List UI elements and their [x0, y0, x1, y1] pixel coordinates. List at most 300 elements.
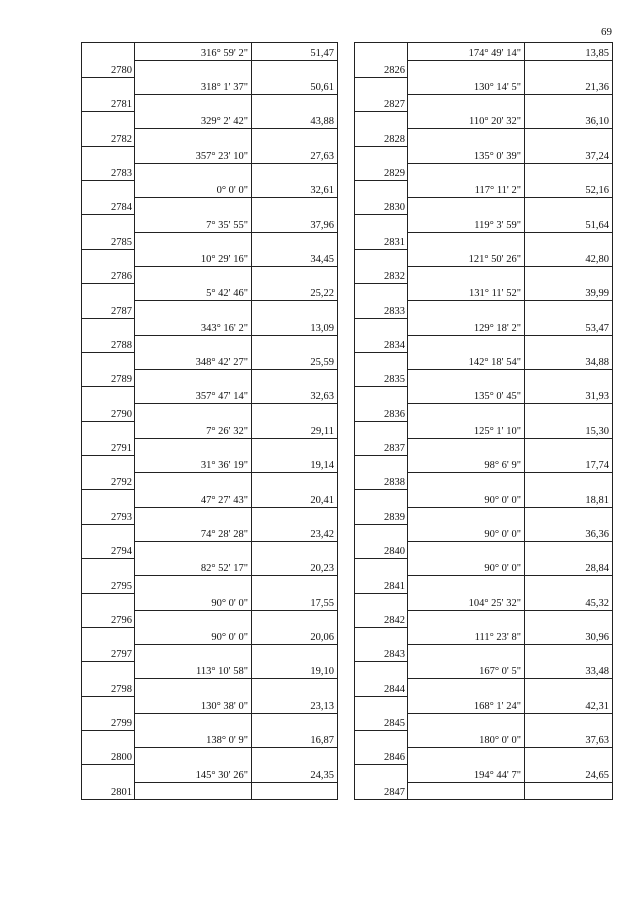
angle-cell: 194° 44' 7" — [408, 765, 525, 782]
point-cell-blank — [82, 456, 135, 473]
distance-cell: 32,61 — [252, 181, 338, 198]
table-row — [82, 696, 338, 713]
point-cell-blank — [355, 593, 408, 610]
blank-cell — [408, 232, 525, 249]
blank-cell — [408, 679, 525, 696]
point-row — [355, 404, 613, 421]
blank-cell — [525, 232, 613, 249]
point-row — [82, 748, 338, 765]
distance-cell: 37,63 — [525, 731, 613, 748]
point-number-cell: 2838 — [355, 473, 408, 490]
table-row — [355, 731, 613, 748]
blank-cell — [135, 713, 252, 730]
blank-cell — [135, 404, 252, 421]
distance-cell: 25,59 — [252, 352, 338, 369]
distance-cell: 18,81 — [525, 490, 613, 507]
table-row — [82, 181, 338, 198]
point-row — [82, 782, 338, 800]
angle-cell: 90° 0' 0" — [408, 490, 525, 507]
point-row — [82, 95, 338, 112]
angle-cell: 174° 49' 14" — [408, 43, 525, 61]
point-cell-blank — [355, 662, 408, 679]
table-row — [355, 524, 613, 541]
distance-cell: 45,32 — [525, 593, 613, 610]
distance-cell: 43,88 — [252, 112, 338, 129]
point-number-cell: 2834 — [355, 335, 408, 352]
blank-cell — [252, 232, 338, 249]
table-row — [355, 421, 613, 438]
blank-cell — [135, 782, 252, 800]
point-cell-blank — [82, 490, 135, 507]
blank-cell — [252, 507, 338, 524]
angle-cell: 129° 18' 2" — [408, 318, 525, 335]
distance-cell: 16,87 — [252, 731, 338, 748]
distance-cell: 24,65 — [525, 765, 613, 782]
distance-cell: 13,09 — [252, 318, 338, 335]
point-cell-blank — [355, 284, 408, 301]
point-number-cell: 2832 — [355, 266, 408, 283]
blank-cell — [135, 370, 252, 387]
point-row — [355, 438, 613, 455]
blank-cell — [252, 335, 338, 352]
blank-cell — [408, 60, 525, 77]
point-row — [355, 60, 613, 77]
table-row — [355, 146, 613, 163]
point-row — [82, 541, 338, 558]
blank-cell — [252, 198, 338, 215]
point-number-cell: 2845 — [355, 713, 408, 730]
point-number-cell: 2789 — [82, 370, 135, 387]
distance-cell: 20,41 — [252, 490, 338, 507]
table-row — [82, 662, 338, 679]
point-cell-blank — [355, 627, 408, 644]
blank-cell — [408, 266, 525, 283]
point-row — [82, 266, 338, 283]
blank-cell — [252, 645, 338, 662]
point-row — [82, 198, 338, 215]
distance-cell: 53,47 — [525, 318, 613, 335]
point-row — [82, 60, 338, 77]
distance-cell: 23,13 — [252, 696, 338, 713]
blank-cell — [525, 198, 613, 215]
point-number-cell: 2797 — [82, 645, 135, 662]
point-number-cell: 2837 — [355, 438, 408, 455]
blank-cell — [408, 198, 525, 215]
table-row — [355, 456, 613, 473]
blank-cell — [408, 610, 525, 627]
angle-cell: 167° 0' 5" — [408, 662, 525, 679]
distance-cell: 32,63 — [252, 387, 338, 404]
blank-cell — [525, 266, 613, 283]
table-row — [82, 352, 338, 369]
point-number-cell: 2785 — [82, 232, 135, 249]
blank-cell — [252, 473, 338, 490]
distance-cell: 51,47 — [252, 43, 338, 61]
table-row — [355, 627, 613, 644]
point-row — [82, 438, 338, 455]
angle-cell: 316° 59' 2" — [135, 43, 252, 61]
distance-cell: 50,61 — [252, 77, 338, 94]
point-row — [355, 95, 613, 112]
survey-table-right — [354, 42, 613, 800]
point-cell-blank — [82, 421, 135, 438]
blank-cell — [252, 301, 338, 318]
blank-cell — [252, 129, 338, 146]
blank-cell — [252, 266, 338, 283]
blank-cell — [252, 679, 338, 696]
distance-cell: 28,84 — [525, 559, 613, 576]
point-row — [82, 645, 338, 662]
blank-cell — [135, 748, 252, 765]
distance-cell: 42,31 — [525, 696, 613, 713]
distance-cell: 42,80 — [525, 249, 613, 266]
blank-cell — [525, 541, 613, 558]
angle-cell: 5° 42' 46" — [135, 284, 252, 301]
angle-cell: 357° 23' 10" — [135, 146, 252, 163]
table-row — [355, 77, 613, 94]
point-number-cell: 2847 — [355, 782, 408, 800]
point-row — [82, 370, 338, 387]
blank-cell — [135, 541, 252, 558]
blank-cell — [252, 370, 338, 387]
table-row — [82, 731, 338, 748]
point-row — [355, 541, 613, 558]
angle-cell: 130° 14' 5" — [408, 77, 525, 94]
point-number-cell: 2787 — [82, 301, 135, 318]
blank-cell — [252, 60, 338, 77]
point-row — [355, 301, 613, 318]
table-row — [82, 43, 338, 61]
distance-cell: 19,14 — [252, 456, 338, 473]
blank-cell — [135, 266, 252, 283]
distance-cell: 36,36 — [525, 524, 613, 541]
angle-cell: 10° 29' 16" — [135, 249, 252, 266]
angle-cell: 90° 0' 0" — [408, 524, 525, 541]
point-row — [355, 163, 613, 180]
table-row — [355, 112, 613, 129]
angle-cell: 142° 18' 54" — [408, 352, 525, 369]
point-row — [355, 198, 613, 215]
angle-cell: 0° 0' 0" — [135, 181, 252, 198]
distance-cell: 17,74 — [525, 456, 613, 473]
distance-cell: 39,99 — [525, 284, 613, 301]
point-row — [355, 370, 613, 387]
point-row — [355, 473, 613, 490]
point-cell-blank — [355, 421, 408, 438]
blank-cell — [135, 679, 252, 696]
table-row — [82, 627, 338, 644]
angle-cell: 348° 42' 27" — [135, 352, 252, 369]
point-number-cell: 2792 — [82, 473, 135, 490]
point-number-cell: 2801 — [82, 782, 135, 800]
distance-cell: 25,22 — [252, 284, 338, 301]
blank-cell — [135, 129, 252, 146]
distance-cell: 29,11 — [252, 421, 338, 438]
angle-cell: 111° 23' 8" — [408, 627, 525, 644]
distance-cell: 37,24 — [525, 146, 613, 163]
point-cell-blank — [82, 77, 135, 94]
point-row — [82, 404, 338, 421]
point-row — [82, 163, 338, 180]
blank-cell — [252, 404, 338, 421]
angle-cell: 7° 26' 32" — [135, 421, 252, 438]
blank-cell — [525, 473, 613, 490]
blank-cell — [408, 645, 525, 662]
point-number-cell: 2843 — [355, 645, 408, 662]
distance-cell: 27,63 — [252, 146, 338, 163]
table-row — [82, 765, 338, 782]
point-number-cell: 2844 — [355, 679, 408, 696]
point-cell-blank — [355, 352, 408, 369]
angle-cell: 74° 28' 28" — [135, 524, 252, 541]
distance-cell: 36,10 — [525, 112, 613, 129]
point-row — [82, 610, 338, 627]
blank-cell — [408, 782, 525, 800]
blank-cell — [408, 507, 525, 524]
distance-cell: 20,23 — [252, 559, 338, 576]
point-number-cell: 2840 — [355, 541, 408, 558]
point-number-cell: 2830 — [355, 198, 408, 215]
point-row — [355, 232, 613, 249]
point-cell-blank — [82, 593, 135, 610]
angle-cell: 104° 25' 32" — [408, 593, 525, 610]
table-row — [355, 43, 613, 61]
point-row — [355, 645, 613, 662]
angle-cell: 168° 1' 24" — [408, 696, 525, 713]
point-number-cell: 2839 — [355, 507, 408, 524]
point-cell-blank — [355, 731, 408, 748]
point-cell-blank — [355, 765, 408, 782]
angle-cell: 135° 0' 45" — [408, 387, 525, 404]
point-cell-blank — [82, 146, 135, 163]
point-row — [355, 576, 613, 593]
point-cell-blank — [355, 456, 408, 473]
point-number-cell: 2796 — [82, 610, 135, 627]
blank-cell — [408, 473, 525, 490]
angle-cell: 329° 2' 42" — [135, 112, 252, 129]
point-cell-blank — [355, 112, 408, 129]
blank-cell — [408, 576, 525, 593]
angle-cell: 47° 27' 43" — [135, 490, 252, 507]
table-row — [82, 215, 338, 232]
point-row — [355, 335, 613, 352]
angle-cell: 117° 11' 2" — [408, 181, 525, 198]
distance-cell: 24,35 — [252, 765, 338, 782]
point-row — [82, 679, 338, 696]
survey-table-left — [81, 42, 338, 800]
blank-cell — [525, 679, 613, 696]
blank-cell — [252, 438, 338, 455]
point-row — [355, 507, 613, 524]
point-number-cell: 2791 — [82, 438, 135, 455]
angle-cell: 138° 0' 9" — [135, 731, 252, 748]
table-row — [82, 559, 338, 576]
point-cell-blank — [82, 215, 135, 232]
point-number-cell: 2782 — [82, 129, 135, 146]
angle-cell: 110° 20' 32" — [408, 112, 525, 129]
point-cell-blank — [355, 318, 408, 335]
table-row — [82, 249, 338, 266]
blank-cell — [525, 129, 613, 146]
angle-cell: 130° 38' 0" — [135, 696, 252, 713]
blank-cell — [252, 541, 338, 558]
distance-cell: 21,36 — [525, 77, 613, 94]
table-row — [355, 318, 613, 335]
blank-cell — [135, 610, 252, 627]
blank-cell — [408, 370, 525, 387]
blank-cell — [408, 335, 525, 352]
distance-cell: 15,30 — [525, 421, 613, 438]
table-row — [355, 490, 613, 507]
table-row — [355, 249, 613, 266]
table-row — [82, 490, 338, 507]
table-row — [355, 765, 613, 782]
point-number-cell: 2798 — [82, 679, 135, 696]
table-row — [82, 456, 338, 473]
distance-cell: 34,88 — [525, 352, 613, 369]
distance-cell: 20,06 — [252, 627, 338, 644]
blank-cell — [525, 782, 613, 800]
blank-cell — [252, 782, 338, 800]
point-cell-blank — [355, 524, 408, 541]
point-cell-blank — [82, 249, 135, 266]
table-row — [82, 284, 338, 301]
point-cell-blank — [82, 284, 135, 301]
point-cell-blank — [355, 490, 408, 507]
point-cell-blank — [82, 765, 135, 782]
angle-cell: 90° 0' 0" — [135, 593, 252, 610]
table-row — [355, 593, 613, 610]
point-number-cell: 2799 — [82, 713, 135, 730]
point-cell-blank — [355, 146, 408, 163]
table-row — [355, 559, 613, 576]
distance-cell: 33,48 — [525, 662, 613, 679]
point-number-cell: 2790 — [82, 404, 135, 421]
blank-cell — [135, 645, 252, 662]
angle-cell: 343° 16' 2" — [135, 318, 252, 335]
point-number-cell: 2783 — [82, 163, 135, 180]
distance-cell: 37,96 — [252, 215, 338, 232]
table-row — [355, 696, 613, 713]
table-row — [355, 284, 613, 301]
point-row — [82, 713, 338, 730]
blank-cell — [525, 748, 613, 765]
table-row — [82, 146, 338, 163]
blank-cell — [525, 163, 613, 180]
angle-cell: 90° 0' 0" — [135, 627, 252, 644]
point-number-cell: 2781 — [82, 95, 135, 112]
table-row — [355, 387, 613, 404]
distance-cell: 51,64 — [525, 215, 613, 232]
table-row — [355, 662, 613, 679]
angle-cell: 135° 0' 39" — [408, 146, 525, 163]
blank-cell — [135, 198, 252, 215]
point-number-cell: 2826 — [355, 60, 408, 77]
angle-cell: 357° 47' 14" — [135, 387, 252, 404]
blank-cell — [135, 301, 252, 318]
point-row — [355, 266, 613, 283]
blank-cell — [525, 645, 613, 662]
blank-cell — [408, 163, 525, 180]
table-row — [355, 215, 613, 232]
point-row — [82, 335, 338, 352]
point-cell-blank — [82, 524, 135, 541]
blank-cell — [525, 507, 613, 524]
angle-cell: 318° 1' 37" — [135, 77, 252, 94]
blank-cell — [252, 163, 338, 180]
point-number-cell: 2846 — [355, 748, 408, 765]
point-cell-blank — [355, 559, 408, 576]
table-row — [82, 387, 338, 404]
page-number: 69 — [601, 26, 612, 38]
point-row — [82, 129, 338, 146]
point-cell-blank — [82, 387, 135, 404]
point-row — [355, 748, 613, 765]
point-number-cell: 2841 — [355, 576, 408, 593]
point-cell-blank — [82, 662, 135, 679]
point-row — [82, 301, 338, 318]
table-row — [82, 318, 338, 335]
angle-cell: 145° 30' 26" — [135, 765, 252, 782]
angle-cell: 131° 11' 52" — [408, 284, 525, 301]
point-number-cell: 2829 — [355, 163, 408, 180]
distance-cell: 31,93 — [525, 387, 613, 404]
blank-cell — [408, 129, 525, 146]
blank-cell — [135, 507, 252, 524]
point-cell-blank — [82, 318, 135, 335]
angle-cell: 90° 0' 0" — [408, 559, 525, 576]
blank-cell — [525, 576, 613, 593]
blank-cell — [252, 576, 338, 593]
distance-cell: 17,55 — [252, 593, 338, 610]
table-row — [82, 77, 338, 94]
blank-cell — [525, 301, 613, 318]
angle-cell: 121° 50' 26" — [408, 249, 525, 266]
point-cell-blank — [82, 559, 135, 576]
blank-cell — [135, 473, 252, 490]
distance-cell: 13,85 — [525, 43, 613, 61]
point-number-cell: 2784 — [82, 198, 135, 215]
blank-cell — [408, 713, 525, 730]
blank-cell — [525, 370, 613, 387]
distance-cell: 52,16 — [525, 181, 613, 198]
blank-cell — [252, 95, 338, 112]
angle-cell: 119° 3' 59" — [408, 215, 525, 232]
point-number-cell: 2833 — [355, 301, 408, 318]
point-row — [82, 473, 338, 490]
blank-cell — [408, 404, 525, 421]
table-row — [82, 421, 338, 438]
table-row — [355, 181, 613, 198]
point-cell-blank — [82, 352, 135, 369]
angle-cell: 180° 0' 0" — [408, 731, 525, 748]
blank-cell — [135, 576, 252, 593]
point-row — [82, 576, 338, 593]
point-number-cell: 2793 — [82, 507, 135, 524]
blank-cell — [525, 335, 613, 352]
point-number-cell: 2788 — [82, 335, 135, 352]
blank-cell — [408, 95, 525, 112]
blank-cell — [135, 95, 252, 112]
blank-cell — [525, 610, 613, 627]
table-row — [82, 593, 338, 610]
point-row — [355, 129, 613, 146]
blank-cell — [252, 713, 338, 730]
point-number-cell: 2795 — [82, 576, 135, 593]
blank-cell — [525, 438, 613, 455]
angle-cell: 31° 36' 19" — [135, 456, 252, 473]
blank-cell — [408, 748, 525, 765]
